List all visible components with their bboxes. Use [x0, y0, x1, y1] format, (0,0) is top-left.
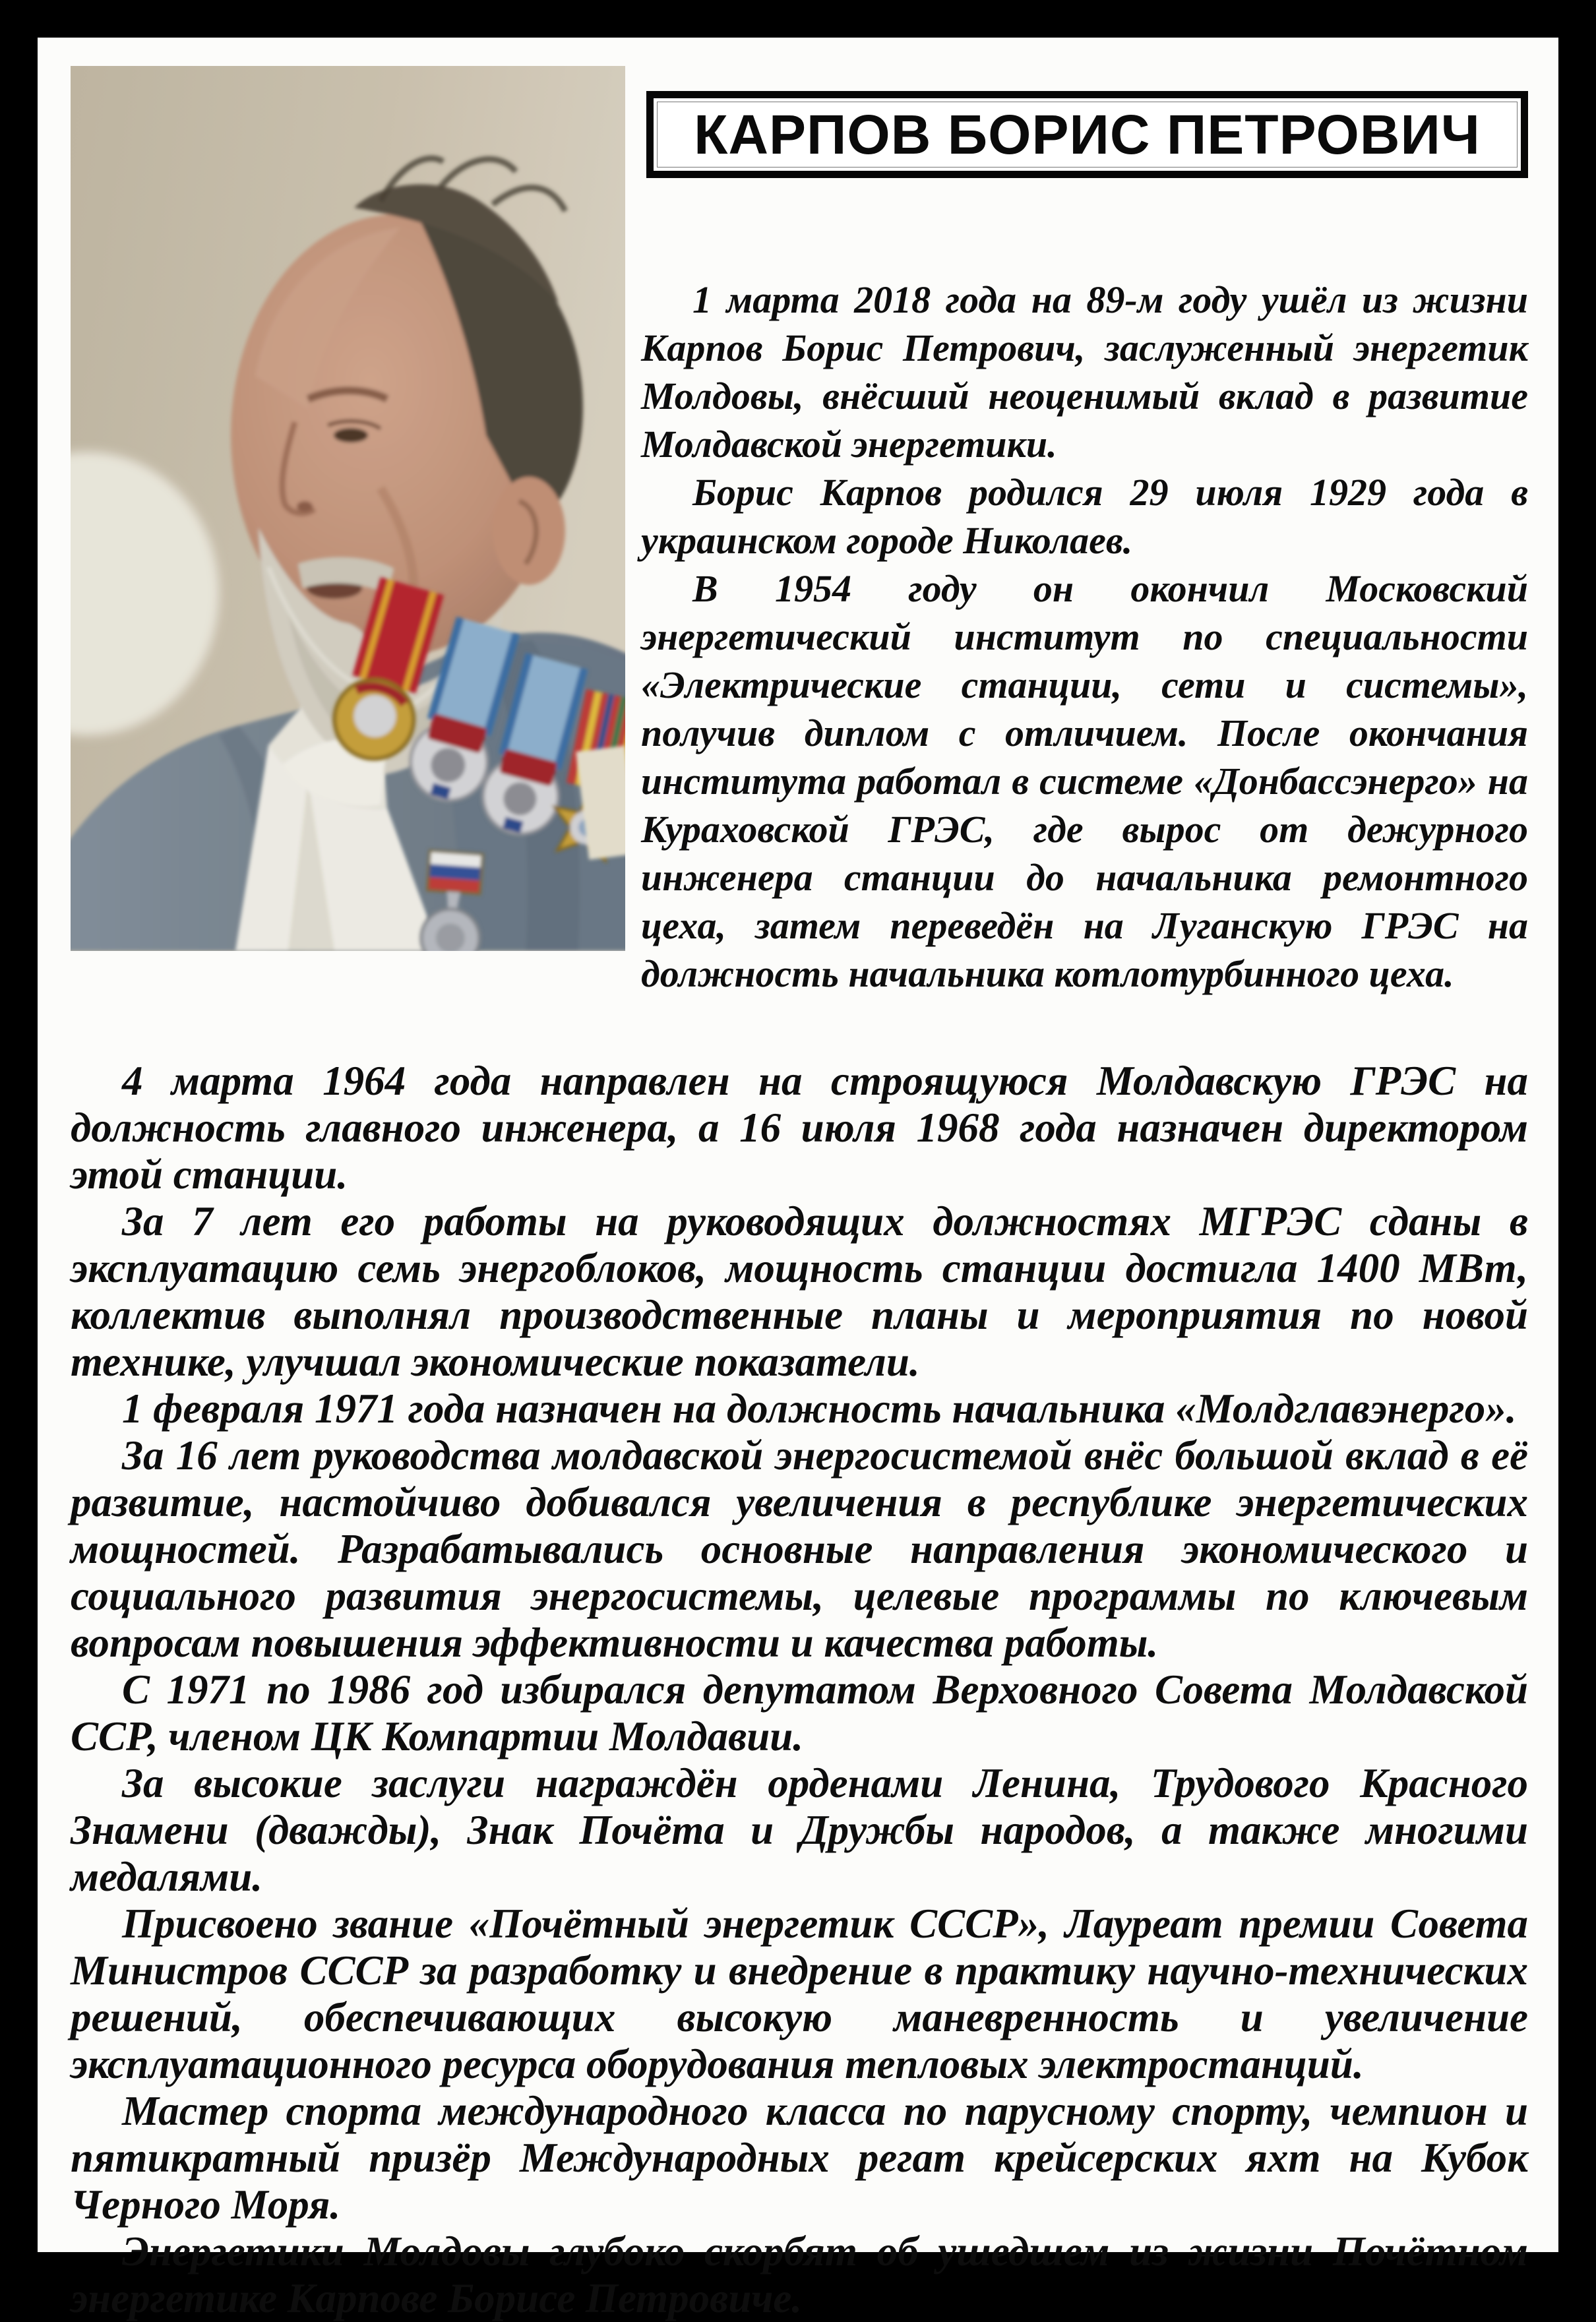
paragraph: 1 февраля 1971 года назначен на должность начальника «Молдглавэнерго». — [122, 1386, 1517, 1432]
paragraph: За высокие заслуги награждён орденами Ленина, Трудового Красного Знамени (дважды), Знак Почёта и Дружбы народов, а также многими медалями. — [71, 1760, 1528, 1900]
body-paragraphs — [71, 1058, 1528, 2322]
paragraph: За 16 лет руководства молдавской энергосистемой внёс большой вклад в её развитие, настойчиво добивался увеличения в республике энергетических мощностей. Разрабатывались основные направления экономического и социального развития энергосистемы, целевые программы по ключевым вопросам повышения эффективности и качества работы. — [71, 1432, 1528, 1666]
page-title: КАРПОВ БОРИС ПЕТРОВИЧ — [694, 103, 1481, 166]
paragraph: Борис Карпов родился 29 июля 1929 года в украинском городе Николаев. — [641, 471, 1528, 562]
paragraph: 1 марта 2018 года на 89-м году ушёл из жизни Карпов Борис Петрович, заслуженный энергетик Молдовы, внёсший неоценимый вклад в развитие Молдавской энергетики. — [641, 278, 1528, 466]
paragraph: Присвоено звание «Почётный энергетик СССР», Лауреат премии Совета Министров СССР за разработку и внедрение в практику научно-технических решений, обеспечивающих высокую маневренность и увеличение эксплуатационного ресурса оборудования тепловых электростанций. — [71, 1901, 1528, 2087]
paragraph: В 1954 году он окончил Московский энергетический институт по специальности «Электрические станции, сети и системы», получив диплом с отличием. После окончания института работал в системе «Донбассэнерго» на Кураховской ГРЭС, где вырос от дежурного инженера станции до начальника ремонтного цеха, затем переведён на Луганскую ГРЭС на должность начальника котлотурбинного цеха. — [641, 567, 1528, 995]
paragraph: За 7 лет его работы на руководящих должностях МГРЭС сданы в эксплуатацию семь энергоблоков, мощность станции достигла 1400 МВт, коллектив выполнял производственные планы и мероприятия по новой технике, улучшал экономические показатели. — [71, 1198, 1528, 1385]
intro-column — [641, 91, 1528, 1055]
document-page — [38, 38, 1558, 2321]
photo-vignette — [71, 66, 625, 951]
paragraph: 4 марта 1964 года направлен на строящуюся Молдавскую ГРЭС на должность главного инженера, а 16 июля 1968 года назначен директором этой станции. — [71, 1058, 1528, 1198]
title-box — [646, 91, 1528, 178]
portrait-photo — [71, 66, 625, 951]
paragraph: Энергетики Молдовы глубоко скорбят об ушедшем из жизни Почётном энергетике Карпове Борисе Петровиче. — [71, 2228, 1528, 2321]
portrait-photo-art — [71, 66, 625, 951]
paragraph: С 1971 по 1986 год избирался депутатом Верховного Совета Молдавской ССР, членом ЦК Компартии Молдавии. — [71, 1666, 1528, 1759]
intro-paragraphs — [641, 276, 1528, 998]
paragraph: Мастер спорта международного класса по парусному спорту, чемпион и пятикратный призёр Международных регат крейсерских яхт на Кубок Черного Моря. — [71, 2088, 1528, 2228]
